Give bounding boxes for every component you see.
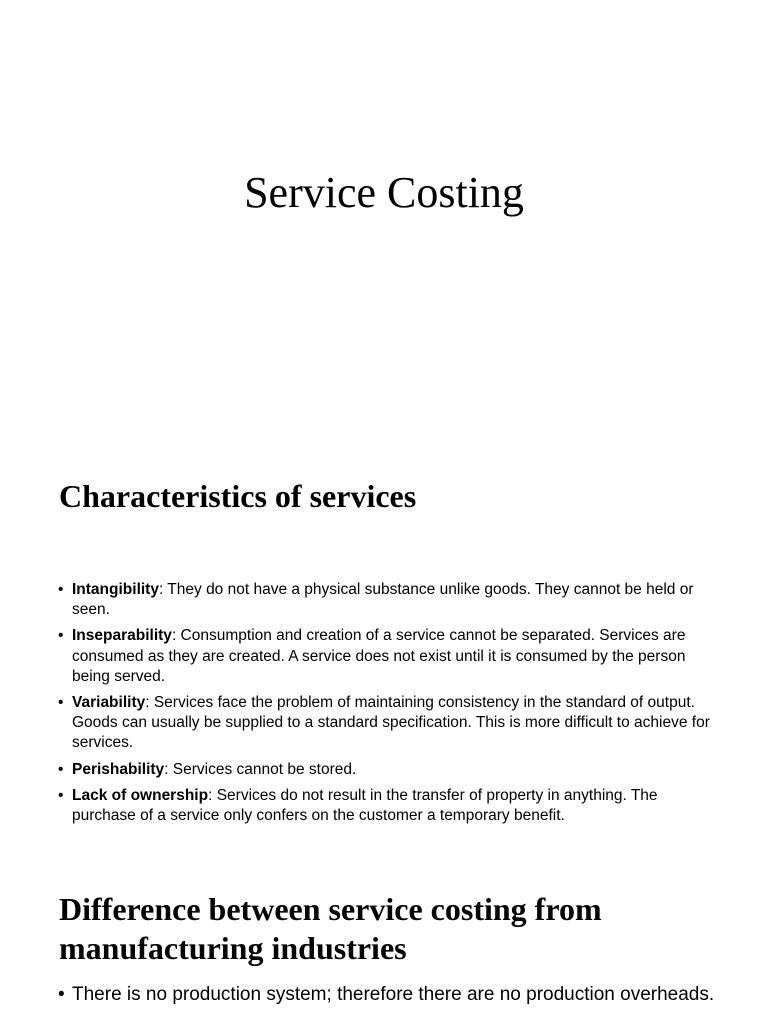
bullet-term: Lack of ownership — [72, 786, 209, 804]
characteristics-heading: Characteristics of services — [59, 478, 417, 514]
bullet-intangibility — [58, 580, 718, 620]
bullet-term: Inseparability — [72, 627, 172, 645]
presentation-title: Service Costing — [244, 168, 524, 217]
difference-slide — [0, 860, 768, 1024]
title-slide — [0, 0, 768, 440]
characteristics-slide — [0, 440, 768, 860]
characteristics-list — [58, 580, 718, 832]
bullet-term: Variability — [72, 694, 146, 712]
bullet-term: Intangibility — [72, 581, 159, 598]
bullet-text: : Services face the problem of maintaining consistency in the standard of output. Goods can usually be supplied to a standard specification. This is more difficult to achieve for services. — [72, 694, 710, 752]
difference-list — [58, 983, 718, 1006]
bullet-term: Perishability — [72, 760, 165, 778]
bullet-lack-of-ownership — [58, 786, 718, 826]
bullet-text: : Consumption and creation of a service cannot be separated. Services are consumed as they are created. A service does not exist until it is consumed by the person being served. — [72, 627, 686, 685]
bullet-variability — [58, 693, 718, 754]
difference-heading: Difference between service costing from manufacturing industries — [59, 891, 602, 966]
bullet-text: : They do not have a physical substance unlike goods. They cannot be held or seen. — [72, 581, 694, 619]
bullet-perishability — [58, 760, 718, 780]
bullet-no-production-system: • There is no production system; therefore there are no production overheads. — [58, 983, 718, 1006]
bullet-text: : Services cannot be stored. — [164, 760, 357, 778]
bullet-inseparability — [58, 626, 718, 687]
bullet-text: : Services do not result in the transfer of property in anything. The purchase of a service only confers on the customer a temporary benefit. — [72, 786, 658, 825]
